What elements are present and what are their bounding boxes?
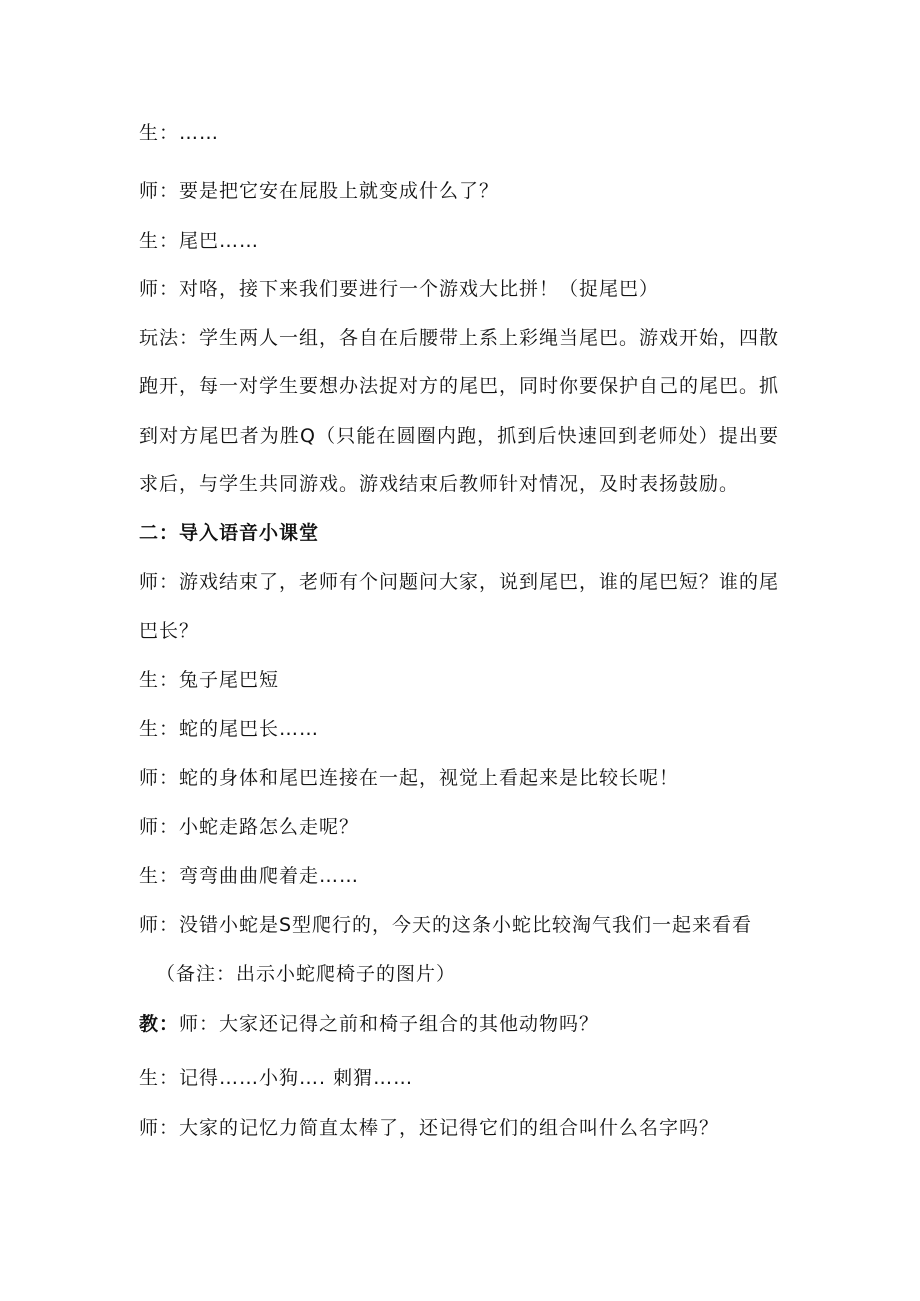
- teacher-line-6: [139, 1012, 599, 1036]
- student-line-6: 生：记得……小狗…. 刺猬……: [139, 1067, 414, 1089]
- teacher-line-5: 师：没错小蛇是S型爬行的，今天的这条小蛇比较淘气我们一起来看看: [139, 914, 753, 936]
- student-line-4: 生：蛇的尾巴长……: [139, 718, 320, 740]
- teacher-question-line-2: 巴长？: [139, 620, 200, 642]
- teacher-line-7: 师：大家的记忆力简直太棒了，还记得它们的组合叫什么名字吗？: [139, 1117, 720, 1139]
- student-line-3: 生：兔子尾巴短: [139, 669, 280, 691]
- student-line-5: 生：弯弯曲曲爬着走……: [139, 865, 360, 887]
- teacher-line-3: 师：蛇的身体和尾巴连接在一起，视觉上看起来是比较长呢！: [139, 767, 680, 789]
- section-heading: 二：导入语音小课堂: [139, 522, 320, 544]
- student-line-2: 生：尾巴……: [139, 230, 260, 252]
- game-rules-line-4: 求后，与学生共同游戏。游戏结束后教师针对情况，及时表扬鼓励。: [139, 473, 740, 495]
- game-rules-line-2: 跑开，每一对学生要想办法捉对方的尾巴，同时你要保护自己的尾巴。抓: [139, 375, 780, 397]
- student-line-1: 生：……: [139, 122, 220, 144]
- teacher-line-2: 师：对咯，接下来我们要进行一个游戏大比拼！（捉尾巴）: [139, 278, 660, 300]
- game-rules-line-1: 玩法：学生两人一组，各自在后腰带上系上彩绳当尾巴。游戏开始，四散: [139, 327, 780, 349]
- teacher-line-4: 师：小蛇走路怎么走呢？: [139, 816, 360, 838]
- note-line: （备注：出示小蛇爬椅子的图片）: [156, 963, 457, 985]
- teaching-label: 教：: [139, 1013, 180, 1035]
- teacher-line-1: 师：要是把它安在屁股上就变成什么了？: [139, 180, 500, 202]
- game-rules-line-3: 到对方尾巴者为胜Q（只能在圆圈内跑，抓到后快速回到老师处）提出要: [139, 425, 779, 447]
- teacher-question-line-1: 师：游戏结束了，老师有个问题问大家，说到尾巴，谁的尾巴短？谁的尾: [139, 571, 780, 593]
- teaching-text: 师：大家还记得之前和椅子组合的其他动物吗？: [179, 1013, 600, 1035]
